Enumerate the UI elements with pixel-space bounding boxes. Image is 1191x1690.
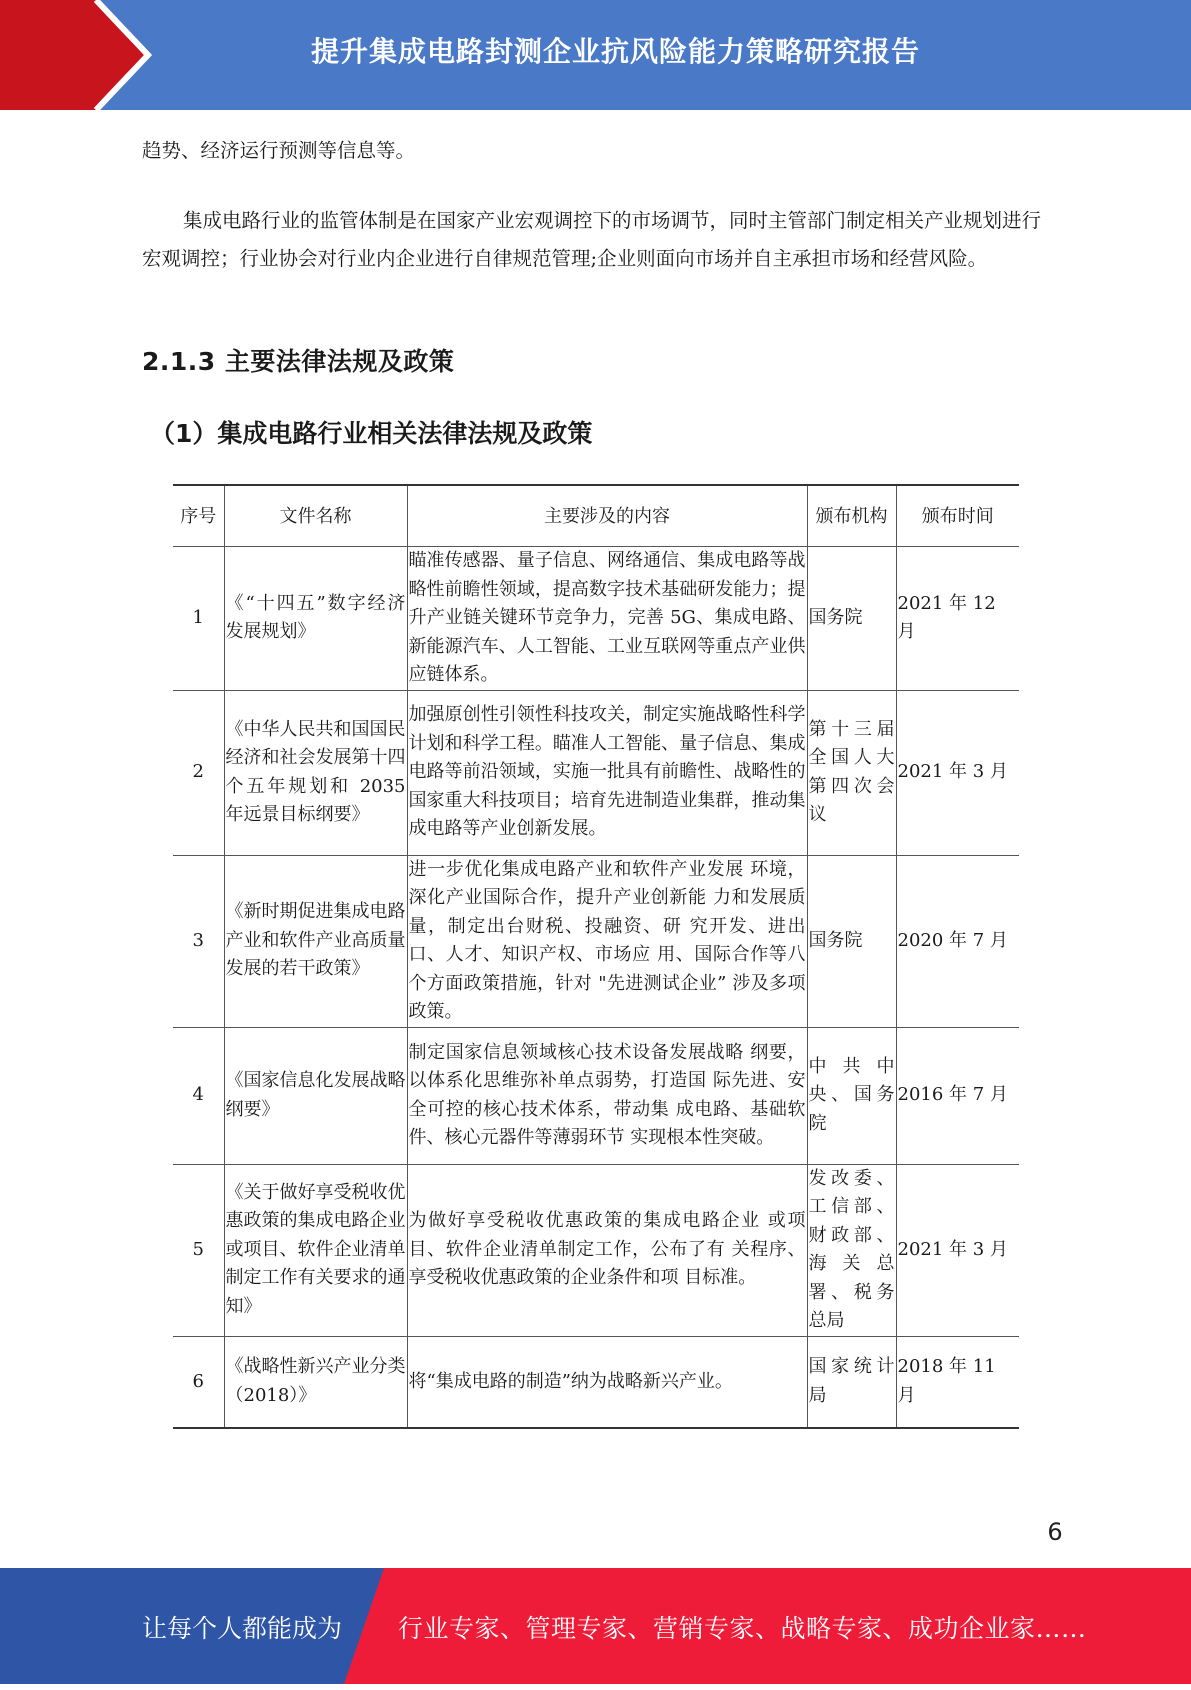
row-document-name: 《新时期促进集成电路产业和软件产业高质量发展的若干政策》	[224, 855, 407, 1027]
paragraph-continuation: 趋势、经济运行预测等信息等。	[142, 139, 416, 162]
table-row	[173, 690, 1019, 855]
row-document-name: 《战略性新兴产业分类（2018）》	[224, 1336, 407, 1428]
table-header-row	[173, 485, 1019, 547]
section-heading: 2.1.3 主要法律法规及政策	[142, 347, 455, 376]
row-content: 加强原创性引领性科技攻关，制定实施战略性科学计划和科学工程。瞄准人工智能、量子信息、集成电路等前沿领域，实施一批具有前瞻性、战略性的国家重大科技项目；培育先进制造业集群，推动集成电路等产业创新发展。	[407, 690, 807, 855]
row-index: 5	[173, 1164, 224, 1336]
table-row	[173, 1336, 1019, 1428]
sub-heading: （1）集成电路行业相关法律法规及政策	[150, 419, 593, 448]
row-issue-date: 2018 年 11 月	[896, 1336, 1019, 1428]
header-issuing-body: 颁布机构	[807, 485, 896, 547]
policy-table	[173, 484, 1019, 1429]
page-footer	[0, 1568, 1191, 1684]
row-issue-date: 2016 年 7 月	[896, 1027, 1019, 1164]
row-document-name: 《中华人民共和国国民经济和社会发展第十四个五年规划和 2035 年远景目标纲要》	[224, 690, 407, 855]
row-issue-date: 2021 年 3 月	[896, 1164, 1019, 1336]
header-chevron-icon	[0, 0, 160, 110]
table-row	[173, 855, 1019, 1027]
row-content: 将“集成电路的制造”纳为战略新兴产业。	[407, 1336, 807, 1428]
footer-slogan-left: 让每个人都能成为	[142, 1614, 343, 1643]
row-content: 进一步优化集成电路产业和软件产业发展 环境，深化产业国际合作，提升产业创新能 力和发展质量，制定出台财税、投融资、研 究开发、进出口、人才、知识产权、市场应 用、国际合作等八个方面政策措施，针对 "先进测试企业” 涉及多项政策。	[407, 855, 807, 1027]
table-row	[173, 547, 1019, 691]
row-index: 6	[173, 1336, 224, 1428]
page-number: 6	[1047, 1518, 1063, 1546]
header-content: 主要涉及的内容	[407, 485, 807, 547]
table-row	[173, 1164, 1019, 1336]
row-issuing-body: 中共中央、国务院	[807, 1027, 896, 1164]
row-index: 1	[173, 547, 224, 691]
row-issue-date: 2021 年 3 月	[896, 690, 1019, 855]
footer-slogan-right: 行业专家、管理专家、营销专家、战略专家、成功企业家……	[398, 1614, 1087, 1643]
row-issuing-body: 国务院	[807, 547, 896, 691]
header-index: 序号	[173, 485, 224, 547]
report-title: 提升集成电路封测企业抗风险能力策略研究报告	[310, 35, 920, 68]
page-header	[0, 0, 1191, 110]
row-index: 2	[173, 690, 224, 855]
row-issuing-body: 第十三届全国人大第四次会议	[807, 690, 896, 855]
row-document-name: 《“十四五”数字经济发展规划》	[224, 547, 407, 691]
row-document-name: 《国家信息化发展战略纲要》	[224, 1027, 407, 1164]
row-index: 3	[173, 855, 224, 1027]
header-document-name: 文件名称	[224, 485, 407, 547]
row-content: 瞄准传感器、量子信息、网络通信、集成电路等战略性前瞻性领域，提高数字技术基础研发能力；提升产业链关键环节竞争力，完善 5G、集成电路、新能源汽车、人工智能、工业互联网等重点产业供应链体系。	[407, 547, 807, 691]
row-issuing-body: 国家统计局	[807, 1336, 896, 1428]
paragraph-regulatory-system: 集成电路行业的监管体制是在国家产业宏观调控下的市场调节，同时主管部门制定相关产业规划进行宏观调控；行业协会对行业内企业进行自律规范管理;企业则面向市场并自主承担市场和经营风险。	[142, 209, 1042, 270]
row-content: 为做好享受税收优惠政策的集成电路企业 或项目、软件企业清单制定工作，公布了有 关程序、享受税收优惠政策的企业条件和项 目标准。	[407, 1164, 807, 1336]
row-issuing-body: 发改委、工信部、财政部、海关总署、税务总局	[807, 1164, 896, 1336]
table-row	[173, 1027, 1019, 1164]
row-issuing-body: 国务院	[807, 855, 896, 1027]
row-issue-date: 2021 年 12 月	[896, 547, 1019, 691]
row-issue-date: 2020 年 7 月	[896, 855, 1019, 1027]
row-content: 制定国家信息领域核心技术设备发展战略 纲要，以体系化思维弥补单点弱势，打造国 际先进、安全可控的核心技术体系，带动集 成电路、基础软件、核心元器件等薄弱环节 实现根本性突破。	[407, 1027, 807, 1164]
row-document-name: 《关于做好享受税收优惠政策的集成电路企业或项目、软件企业清单制定工作有关要求的通知》	[224, 1164, 407, 1336]
header-issue-date: 颁布时间	[896, 485, 1019, 547]
row-index: 4	[173, 1027, 224, 1164]
